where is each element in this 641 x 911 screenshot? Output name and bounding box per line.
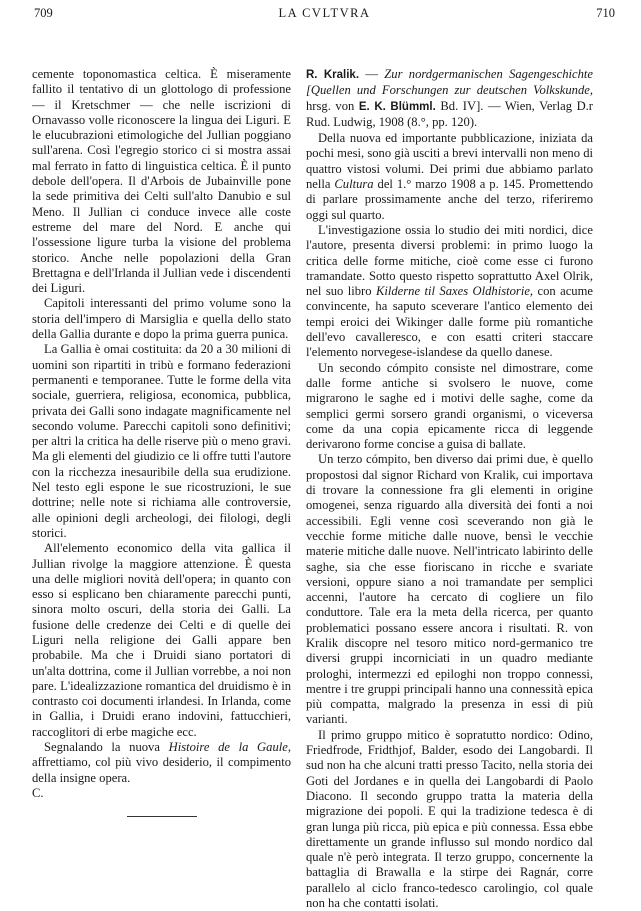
text-run: hrsg. von bbox=[306, 98, 359, 113]
text-run: Della nuova ed importante pubblicazione, iniziata da pochi mesi, sono già usciti a brevi intervalli non meno di quattro vistosi volumi. Dei primi due abbiamo parlato nella bbox=[306, 131, 593, 192]
review-citation bbox=[306, 67, 593, 130]
text-run: Segnalando la nuova bbox=[44, 740, 169, 755]
review-editor: E. K. Blümml. bbox=[358, 100, 436, 113]
review-author: R. Kralik. bbox=[306, 69, 360, 81]
journal-title: Cultura bbox=[334, 177, 374, 192]
text-run: — bbox=[359, 67, 385, 81]
right-column bbox=[306, 67, 593, 911]
left-paragraph-1: cemente toponomastica celtica. È miseramente fallito il tentativo di un glottologo di professione — il Kretschmer — che nelle iscrizioni di Ornavasso volle riconoscere la lingua dei Liguri. E le elucubrazioni etimologiche del Jullian poggiano sull'arena. Così l'egregio storico ci si mostra assai mal ferrato in fatto di linguistica celtica. È il punto debole dell'opera. Il d'Arbois de Jubainville pone la sede primitiva dei Celti sull'alto Danubio e sul Meno. Il Jullian ci conduce invece alle coste estreme del mare del Nord. E anche qui l'ossessione ligure turba la visione del problema storico. Anche nelle popolazioni della Gran Brettagna e dell'Irlanda il Jullian vede i discendenti dei Liguri. bbox=[32, 67, 291, 296]
text-run: L'investigazione ossia lo studio dei miti nordici, dice l'autore, presenta diversi problemi: in primo luogo la critica delle forme mitiche, cioè come esse ci furono tramandate. Sotto questo rispetto soprattutto Axel Olrik, nel suo libro bbox=[306, 222, 593, 299]
book-title: Histoire de la Gaule bbox=[168, 740, 288, 755]
right-paragraph-1 bbox=[306, 131, 593, 223]
text-run: , affrettiamo, col più vivo desiderio, il compimento della insigne opera. bbox=[32, 740, 291, 785]
left-column bbox=[32, 67, 291, 817]
right-paragraph-2 bbox=[306, 223, 593, 361]
text-run: Bd. IV]. — Wien, Verlag D.r Rud. Ludwig, 1908 (8.°, pp. 120). bbox=[306, 98, 594, 129]
book-title: Kilderne til Saxes Oldhistorie, bbox=[375, 284, 534, 299]
left-paragraph-2: Capitoli interessanti del primo volume sono la storia dell'impero di Marsiglia e quella dello stato della Gallia durante e dopo la prima guerra punica. bbox=[32, 296, 291, 342]
page-number-right: 710 bbox=[596, 6, 615, 20]
left-paragraph-4: All'elemento economico della vita gallica il Jullian rivolge la maggiore attenzione. È questa una delle migliori novità dell'opera; in quanto con esso si esplicano ben chiaramente parecchi punti, sinora molto oscuri, della storia dei Galli. La fusione delle credenze dei Celti e di quelle dei Liguri nella religione dei Galli appare ben probabile. Ma che i Druidi siano portatori di un'alta dottrina, come il Jullian vorrebbe, a noi non pare. L'idealizzazione romantica del druidismo è in contrasto coi documenti irlandesi. In Irlanda, come in Gallia, i Druidi erano indovini, fattucchieri, raccoglitori di erbe magiche ecc. bbox=[32, 541, 291, 739]
text-run: del 1.° marzo 1908 a p. 145. Promettendo di parlare prossimamente anche del terzo, riferiremo oggi sul quarto. bbox=[306, 177, 593, 222]
text-run: con acume convincente, ha saputo sceverare l'antico elemento dei tempi eroici dei Wikinger dalle forme più romantiche dell'evo cavalleresco, e con esatti criteri staccare l'elemento norvegese-islandese da quello danese. bbox=[306, 284, 593, 360]
right-paragraph-5: Il primo gruppo mitico è sopratutto nordico: Odino, Friedfrode, Fridthjof, Balder, esodo dei Langobardi. Il sud non ha che alcuni tratti presso Tacito, nella storia dei Goti del Jordanes e in quella dei Langobardi di Paolo Diacono. Il secondo gruppo tratta la materia della migrazione dei popoli. E qui la tradizione tedesca è di gran lunga più ricca, più epica e più connessa. Essa ebbe direttamente un grande influsso sul mondo nordico dal quale n'è però integrata. Il terzo gruppo, concernente la battaglia di Brawalla e la stirpe dei Ragnár, corre parallelo al ciclo franco-tedesco carolingio, col quale non ha che contatti isolati. bbox=[306, 727, 593, 911]
page-number-left: 709 bbox=[34, 6, 53, 20]
left-paragraph-3: La Gallia è omai costituita: da 20 a 30 milioni di uomini son ripartiti in tribù e formano federazioni permanenti e temporanee. Tutte le forme della vita sociale, guerriera, religiosa, economica, pubblica, privata dei Galli sono indagate magnificamente nel secondo volume. Parecchi capitoli sono definitivi; per altri la critica ha delle riserve più o meno gravi. Ma gli elementi del giudizio ce li offre tutti l'autore con la ricchezza inesauribile della sua erudizione. Nel testo egli espone le sue ricostruzioni, le sue dottrine; nelle note si richiama alle controversie, alle opinioni degli archeologi, dei filologi, degli storici. bbox=[32, 342, 291, 540]
running-header bbox=[34, 6, 615, 22]
right-paragraph-3: Un secondo cómpito consiste nel dimostrare, come dalle forme antiche si svolsero le nuove, come migrarono le saghe ed i motivi delle saghe, come da semplici germi sorsero grandi organismi, o viceversa come da una copia epicamente ricca di leggende derivarono forme concise a guisa di ballate. bbox=[306, 360, 593, 452]
left-paragraph-5 bbox=[32, 740, 291, 786]
signature: C. bbox=[32, 785, 44, 800]
review-title: Zur nordgermanischen Sagengeschichte [Quellen und Forschungen zur deutschen Volkskunde, bbox=[306, 67, 594, 98]
section-divider bbox=[127, 816, 197, 817]
right-paragraph-4: Un terzo cómpito, ben diverso dai primi due, è quello propostosi dal signor Richard von Kralik, cui importava di trovare la connessione fra gli elementi in origine omogenei, senza riguardo alla diversità dei fonti a noi accessibili. Egli venne così sceverando non già le vecchie forme mitiche dalle nuove, bensì le vecchie materie mitiche dalle nuove. Nell'intricato labirinto delle saghe, sia che esse fioriscano in ricche e svariate versioni, oppure siano a noi tramandate per semplici accenni, l'autore ha cercato di cogliere un filo conduttore. Tale era la meta della ricerca, per quanto problematici possano essere ancora i risultati. R. von Kralik discopre nel tesoro mitico nord-germanico tre diversi gruppi incorniciati in un quadro mediante prologhi, intermezzi ed epiloghi non troppo connessi, mentre i tre gruppi principali hanno una connessità epica più compatta, malgrado la presenza in essi di più varianti. bbox=[306, 452, 593, 727]
running-title: LA CVLTVRA bbox=[278, 6, 371, 20]
